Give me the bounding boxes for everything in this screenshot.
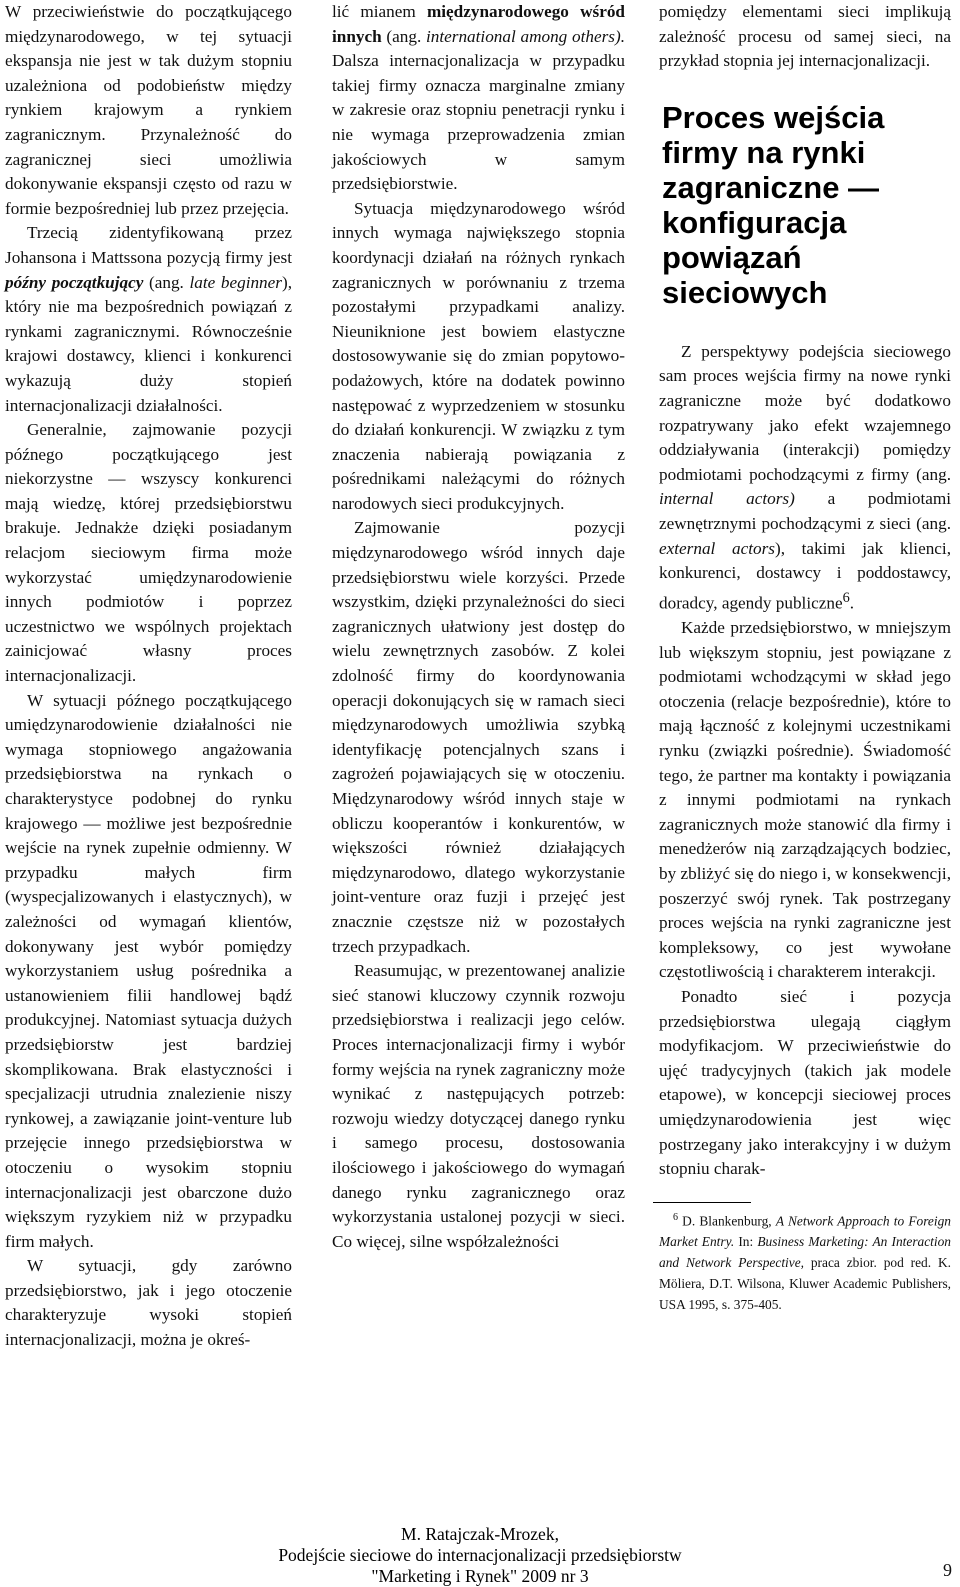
paragraph: Ponadto sieć i pozycja przedsiębiorstwa ulegają ciągłym modyfikacjom. W przeciwieństwie do ujęć tradycyjnych (takich jak modele etapowe), w koncepcji sieciowej proces umiędzynarodowienia jest więc postrzegany jako interakcyjny i w dużym stopniu charak-	[659, 986, 951, 1179]
paragraph: Z perspektywy podejścia sieciowego sam proces wejścia firmy na nowe rynki zagraniczne może być dodatkowo rozpatrywany jako efekt wzajemnego oddziaływania (interakcji) pomiędzy podmiotami pochodzącymi z firmy (ang. internal actors) a podmiotami zewnętrznymi pochodzącymi z sieci (ang. external actors), takimi jak klienci, konkurenci, dostawcy i poddostawcy, doradcy, agendy publiczne$^6$.	[659, 341, 951, 613]
footer-journal: "Marketing i Rynek" 2009 nr 3	[371, 1566, 589, 1586]
footer-author: M. Ratajczak-Mrozek,	[401, 1524, 559, 1544]
paragraph: W sytuacji późnego początkującego umiędzynarodowienie działalności nie wymaga stopniowego angażowania przedsiębiorstwa na rynkach o charakterystyce podobnej do rynku krajowego — możliwe jest bezpośrednie wejście na rynek zupełnie odmienny. W przypadku małych firm (wyspecjalizowanych i elastycznych), w zależności od wymagań klientów, dokonywany jest wybór pomiędzy wykorzystaniem usług pośrednika a ustanowieniem filii handlowej bądź produkcyjnej. Natomiast sytuacja dużych przedsiębiorstw jest bardziej skomplikowana. Brak elastyczności i specjalizacji utrudnia znalezienie niszy rynkowej, a zawiązanie joint-venture lub przejęcie innego przedsiębiorstwa w otoczeniu o wysokim stopniu internacjonalizacji jest obarczone dużo większym ryzykiem niż w przypadku firm małych.	[5, 690, 292, 1251]
paragraph: Reasumując, w prezentowanej analizie sieć stanowi kluczowy czynnik rozwoju przedsiębiorstwa i realizacji jego celów. Proces internacjonalizacji firmy i wybór formy wejścia na rynek zagraniczny może wynikać z następujących potrzeb: rozwoju wiedzy dotyczącej danego rynku i samego procesu, dostosowania ilościowego i jakościowego do wymagań danego rynku zagranicznego oraz wykorzystania ustalonej pozycji w sieci. Co więcej, silne współzależności	[332, 961, 625, 1251]
paragraph: Trzecią zidentyfikowaną przez Johansona i Mattssona pozycją firmy jest późny początkujący (ang. late beginner), który nie ma bezpośrednich powiązań z rynkami zagranicznymi. Równocześnie krajowi dostawcy, klienci i konkurenci wykazują duży stopień internacjonalizacji działalności.	[5, 223, 293, 415]
column-right	[659, 0, 951, 1315]
page-footer	[0, 1524, 960, 1587]
footnote-reference: 6	[842, 589, 850, 606]
page-number: 9	[943, 1560, 952, 1580]
column-middle	[332, 0, 625, 1254]
footer-title: Podejście sieciowe do internacjonalizacji przedsiębiorstw	[278, 1545, 682, 1565]
paragraph: Generalnie, zajmowanie pozycji późnego początkującego jest niekorzystne — wszyscy konkurenci mają wiedzę, której przedsiębiorstwu brakuje. Jednakże dzięki posiadanym relacjom sieciowym firma może wykorzystać umiędzynarodowienie innych podmiotów i poprzez uczestnictwo we wspólnych projektach zainicjować własny proces internacjonalizacji.	[5, 420, 292, 686]
paragraph: Zajmowanie pozycji międzynarodowego wśród innych daje przedsiębiorstwu wiele korzyści. Przede wszystkim, dzięki przynależności do sieci zagranicznych ułatwiony jest dostęp do wielu zewnętrznych zasobów. Z kolei zdolność firmy do koordynowania operacji dokonujących się w ramach sieci międzynarodowych umożliwia szybką identyfikację potencjalnych szans i zagrożeń pojawiających się w otoczeniu. Międzynarodowy wśród innych staje w obliczu kooperantów i konkurentów, w większości również działających międzynarodowo, dlatego wykorzystanie joint-venture oraz fuzji i przejęć jest znacznie częstsze niż w pozostałych trzech przypadkach.	[332, 518, 625, 956]
footnote: $^6$ D. Blankenburg, A Network Approach to Foreign Market Entry. In: Business Marketing: An Interaction and Network Perspective, praca zbior. pod red. K. Möliera, D.T. Wilsona, Kluwer Academic Publishers, USA 1995, s. 375-405.	[659, 1211, 952, 1313]
paragraph: pomiędzy elementami sieci implikują zależność procesu od samej sieci, na przykład stopnia jej internacjonalizacji.	[659, 2, 951, 71]
paragraph: W przeciwieństwie do początkującego międzynarodowego, w tej sytuacji ekspansja nie jest w tak dużym stopniu uzależniona od podobieństw między rynkiem krajowym a rynkiem zagranicznym. Przynależność do zagranicznej sieci umożliwia dokonywanie ekspansji często od razu w formie bezpośredniej lub przez przejęcia.	[5, 2, 292, 218]
paragraph: Każde przedsiębiorstwo, w mniejszym lub większym stopniu, jest powiązane z podmiotami wchodzącymi w skład jego otoczenia (relacje bezpośrednie), które to mają łączność z kolejnymi uczestnikami rynku (związki pośrednie). Świadomość tego, że partner ma kontakty i powiązania z innymi podmiotami na rynkach zagranicznych może stanowić dla firmy i menedżerów nią zarządzających bodziec, by zbliżyć się do niego i, w konsekwencji, poszerzyć swój rynek. Tak postrzegany proces wejścia na rynki zagraniczne jest kompleksowy, co jest wywołane częstotliwością i charakterem interakcji.	[659, 618, 951, 982]
footnote-divider	[653, 1202, 751, 1203]
paragraph: lić mianem międzynarodowego wśród innych (ang. international among others). Dalsza internacjonalizacja w przypadku takiej firmy oznacza marginalne zmiany w zakresie oraz stopniu penetracji rynku i nie wymaga przeprowadzenia zmian jakościowych w samym przedsiębiorstwie.	[332, 2, 625, 194]
paragraph: W sytuacji, gdy zarówno przedsiębiorstwo, jak i jego otoczenie charakteryzuje wysoki stopień internacjonalizacji, można je okreś-	[5, 1256, 292, 1350]
paragraph: Sytuacja międzynarodowego wśród innych wymaga największego stopnia koordynacji działań na różnych rynkach zagranicznych w porównaniu z trzema pozostałymi przypadkami analizy. Nieuniknione jest bowiem elastyczne dostosowywanie się do zmian popytowo-podażowych, które na dodatek powinno następować z wyprzedzeniem w stosunku do działań konkurencji. W związku z tym znaczenia nabierają powiązania z pośrednikami należącymi do różnych narodowych sieci produkcyjnych.	[332, 198, 625, 513]
column-left	[5, 0, 292, 1353]
section-heading: Proces wejścia firmy na rynki zagraniczne — konfiguracja powiązań sieciowych	[662, 99, 885, 310]
